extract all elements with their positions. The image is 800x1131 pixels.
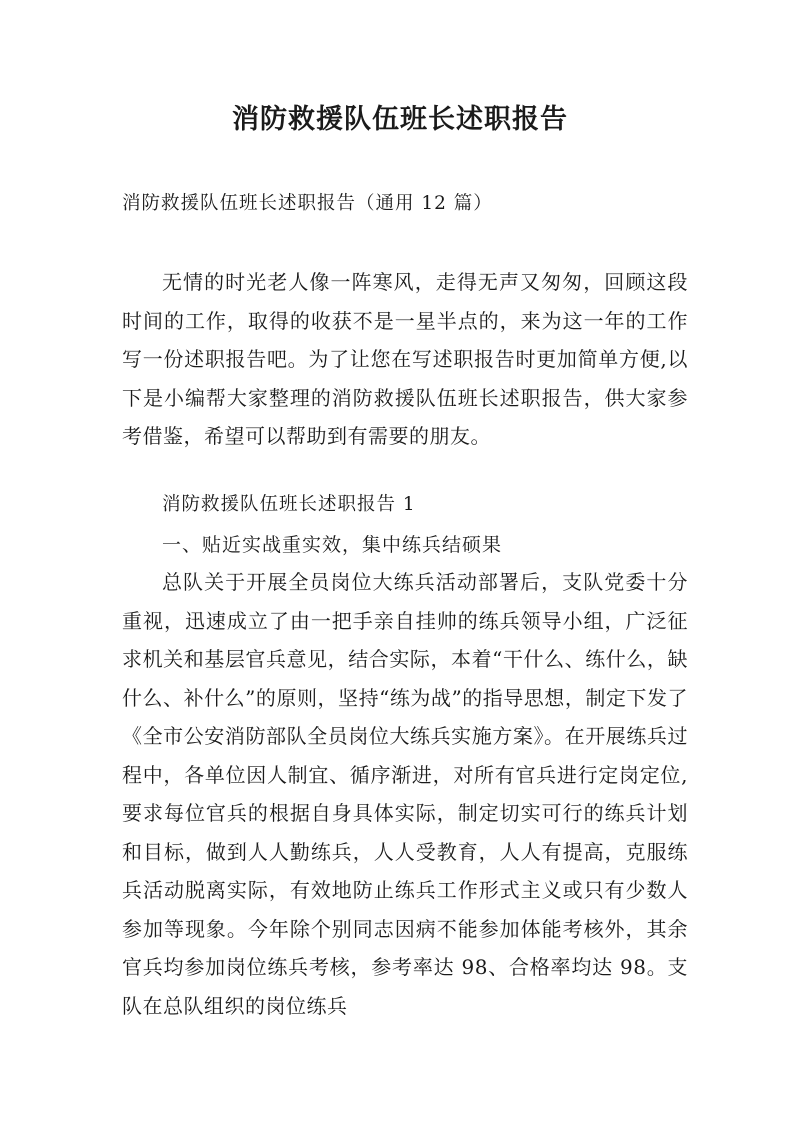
document-subtitle: 消防救援队伍班长述职报告（通用 12 篇）	[122, 193, 493, 214]
intro-paragraph: 无情的时光老人像一阵寒风，走得无声又匆匆，回顾这段时间的工作，取得的收获不是一星半点的，来为这一年的工作写一份述职报告吧。为了让您在写述职报告时更加简单方便,以下是小编帮大家整理的消防救援队伍班长述职报告，供大家参考借鉴，希望可以帮助到有需要的朋友。	[122, 270, 688, 448]
document-title: 消防救援队伍班长述职报告	[232, 104, 568, 135]
section-heading: 消防救援队伍班长述职报告 1	[162, 494, 416, 515]
body-paragraph: 总队关于开展全员岗位大练兵活动部署后，支队党委十分重视，迅速成立了由一把手亲自挂帅的练兵领导小组，广泛征求机关和基层官兵意见，结合实际，本着“干什么、练什么，缺什么、补什么”的原则，坚持“练为战”的指导思想，制定下发了《全市公安消防部队全员岗位大练兵实施方案》。在开展练兵过程中，各单位因人制宜、循序渐进，对所有官兵进行定岗定位,要求每位官兵的根据自身具体实际，制定切实可行的练兵计划和目标，做到人人勤练兵，人人受教育，人人有提高，克服练兵活动脱离实际，有效地防止练兵工作形式主义或只有少数人参加等现象。今年除个别同志因病不能参加体能考核外，其余官兵均参加岗位练兵考核，参考率达 98、合格率均达 98。支队在总队组织的岗位练兵	[122, 570, 688, 1018]
sub-heading: 一、贴近实战重实效，集中练兵结硕果	[162, 534, 503, 556]
